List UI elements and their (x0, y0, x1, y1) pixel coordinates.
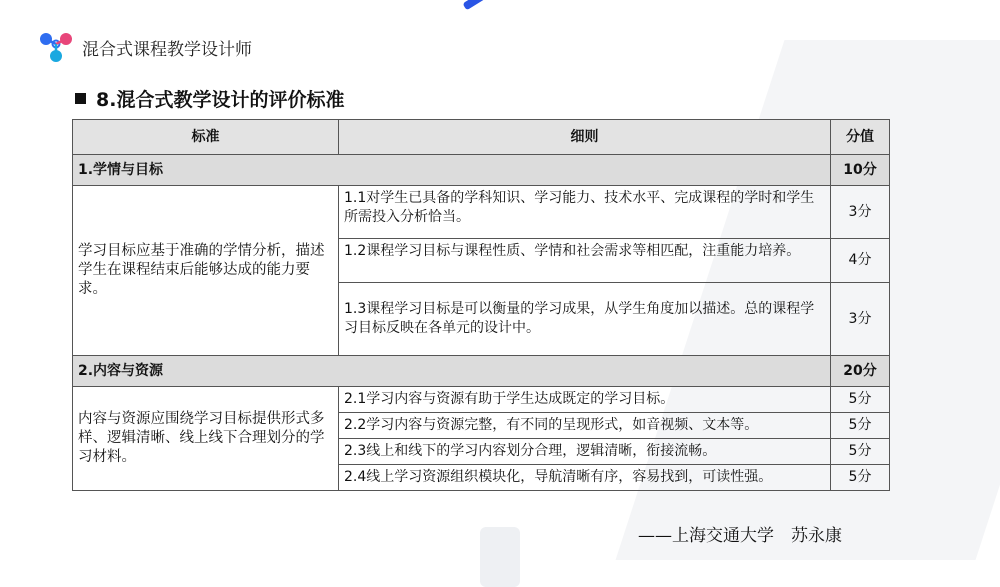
section-title: 8.混合式教学设计的评价标准 (96, 89, 345, 111)
table-row (73, 186, 890, 239)
score-cell: 5分 (831, 439, 890, 465)
header-standard: 标准 (73, 120, 339, 155)
detail-cell: 1.3课程学习目标是可以衡量的学习成果，从学生角度加以描述。总的课程学习目标反映在各单元的设计中。 (339, 283, 831, 356)
detail-cell: 1.1对学生已具备的学科知识、学习能力、技术水平、完成课程的学时和学生所需投入分析恰当。 (339, 186, 831, 239)
criterion-cell: 学习目标应基于准确的学情分析，描述学生在课程结束后能够达成的能力要求。 (73, 186, 339, 356)
category-row (73, 356, 890, 387)
detail-cell: 1.2课程学习目标与课程性质、学情和社会需求等相匹配，注重能力培养。 (339, 239, 831, 283)
score-cell: 3分 (831, 186, 890, 239)
detail-cell: 2.4线上学习资源组织模块化，导航清晰有序，容易找到，可读性强。 (339, 465, 831, 491)
category-score: 20分 (831, 356, 890, 387)
score-cell: 5分 (831, 387, 890, 413)
background-block (480, 527, 520, 587)
category-label: 2.内容与资源 (73, 356, 831, 387)
criterion-cell: 内容与资源应围绕学习目标提供形式多样、逻辑清晰、线上线下合理划分的学习材料。 (73, 387, 339, 491)
detail-cell: 2.3线上和线下的学习内容划分合理，逻辑清晰，衔接流畅。 (339, 439, 831, 465)
category-label: 1.学情与目标 (73, 155, 831, 186)
brand-name: 混合式课程教学设计师 (82, 39, 252, 60)
table-row (73, 387, 890, 413)
table-header-row (73, 120, 890, 155)
accent-stroke (462, 0, 495, 10)
category-score: 10分 (831, 155, 890, 186)
molecule-logo-icon (38, 30, 74, 64)
score-cell: 3分 (831, 283, 890, 356)
category-row (73, 155, 890, 186)
header-detail: 细则 (339, 120, 831, 155)
rubric-table (72, 119, 890, 491)
square-bullet-icon (75, 93, 86, 104)
score-cell: 5分 (831, 465, 890, 491)
detail-cell: 2.2学习内容与资源完整，有不同的呈现形式，如音视频、文本等。 (339, 413, 831, 439)
header (38, 30, 252, 64)
score-cell: 4分 (831, 239, 890, 283)
detail-cell: 2.1学习内容与资源有助于学生达成既定的学习目标。 (339, 387, 831, 413)
attribution-footer: ——上海交通大学 苏永康 (638, 526, 842, 546)
section-heading (75, 85, 344, 112)
header-score: 分值 (831, 120, 890, 155)
score-cell: 5分 (831, 413, 890, 439)
